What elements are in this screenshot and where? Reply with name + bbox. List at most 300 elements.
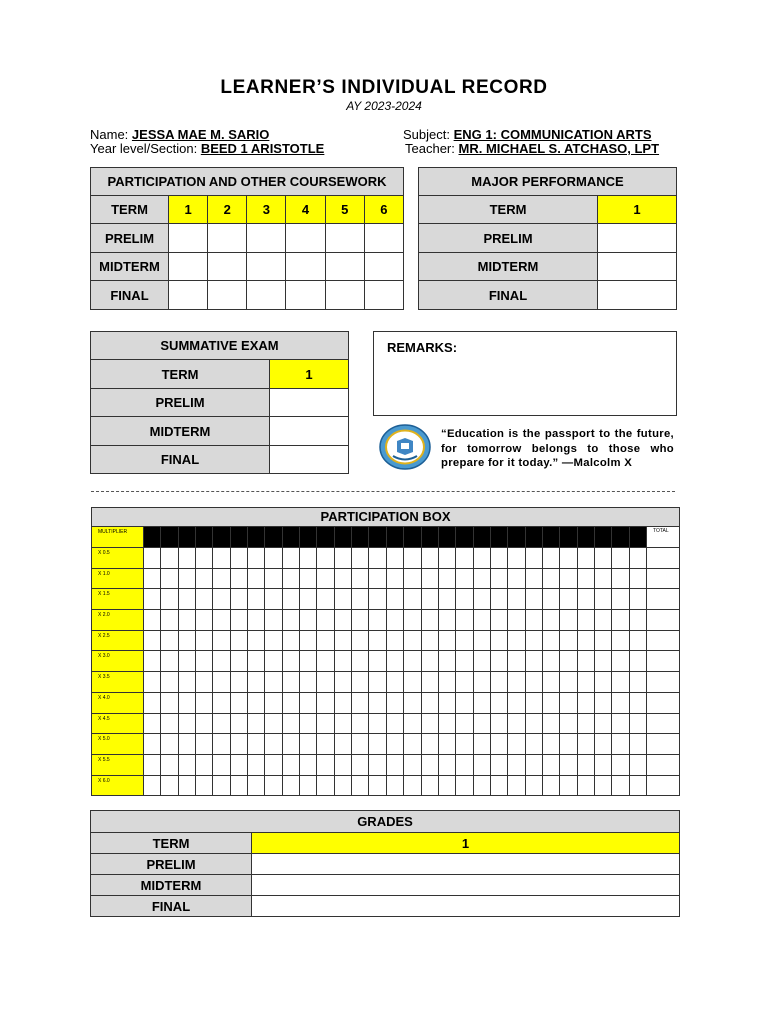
participation-cell[interactable]	[456, 692, 473, 713]
participation-cell[interactable]	[525, 610, 542, 631]
participation-cell[interactable]	[352, 754, 369, 775]
participation-cell[interactable]	[334, 672, 351, 693]
participation-cell[interactable]	[317, 589, 334, 610]
participation-cell[interactable]	[317, 713, 334, 734]
participation-cell[interactable]	[508, 651, 525, 672]
participation-cell[interactable]	[473, 734, 490, 755]
participation-cell[interactable]	[213, 775, 230, 796]
participation-cell[interactable]	[508, 568, 525, 589]
participation-cell[interactable]	[265, 713, 282, 734]
participation-cell[interactable]	[248, 775, 265, 796]
participation-cell[interactable]	[352, 734, 369, 755]
participation-cell[interactable]	[196, 589, 213, 610]
participation-cell[interactable]	[404, 713, 421, 734]
participation-cell[interactable]	[369, 734, 386, 755]
participation-cell[interactable]	[404, 610, 421, 631]
score-cell[interactable]	[598, 281, 677, 310]
participation-cell[interactable]	[560, 630, 577, 651]
participation-cell[interactable]	[577, 610, 594, 631]
participation-cell[interactable]	[490, 548, 507, 569]
participation-cell[interactable]	[473, 692, 490, 713]
participation-cell[interactable]	[317, 651, 334, 672]
total-cell[interactable]	[647, 589, 680, 610]
participation-cell[interactable]	[144, 713, 161, 734]
participation-cell[interactable]	[144, 589, 161, 610]
participation-cell[interactable]	[317, 568, 334, 589]
participation-cell[interactable]	[317, 734, 334, 755]
participation-cell[interactable]	[421, 630, 438, 651]
participation-cell[interactable]	[369, 568, 386, 589]
participation-cell[interactable]	[282, 568, 299, 589]
participation-cell[interactable]	[594, 651, 611, 672]
participation-cell[interactable]	[352, 548, 369, 569]
participation-cell[interactable]	[594, 692, 611, 713]
participation-cell[interactable]	[300, 692, 317, 713]
participation-cell[interactable]	[404, 672, 421, 693]
participation-cell[interactable]	[490, 610, 507, 631]
participation-cell[interactable]	[282, 775, 299, 796]
participation-cell[interactable]	[404, 651, 421, 672]
participation-cell[interactable]	[508, 610, 525, 631]
participation-cell[interactable]	[196, 775, 213, 796]
participation-cell[interactable]	[456, 713, 473, 734]
participation-cell[interactable]	[629, 672, 646, 693]
participation-cell[interactable]	[248, 568, 265, 589]
participation-cell[interactable]	[282, 630, 299, 651]
participation-cell[interactable]	[300, 589, 317, 610]
participation-cell[interactable]	[369, 589, 386, 610]
participation-cell[interactable]	[334, 568, 351, 589]
score-cell[interactable]	[598, 224, 677, 253]
participation-cell[interactable]	[404, 775, 421, 796]
participation-cell[interactable]	[213, 754, 230, 775]
participation-cell[interactable]	[265, 775, 282, 796]
participation-cell[interactable]	[352, 692, 369, 713]
participation-cell[interactable]	[213, 548, 230, 569]
participation-cell[interactable]	[612, 651, 629, 672]
score-cell[interactable]	[270, 446, 349, 474]
participation-cell[interactable]	[612, 734, 629, 755]
participation-cell[interactable]	[404, 589, 421, 610]
participation-cell[interactable]	[230, 775, 247, 796]
participation-cell[interactable]	[456, 610, 473, 631]
score-cell[interactable]	[364, 281, 403, 310]
participation-cell[interactable]	[248, 692, 265, 713]
participation-cell[interactable]	[421, 589, 438, 610]
participation-cell[interactable]	[542, 610, 559, 631]
participation-cell[interactable]	[594, 672, 611, 693]
participation-cell[interactable]	[213, 672, 230, 693]
participation-cell[interactable]	[542, 630, 559, 651]
participation-cell[interactable]	[594, 610, 611, 631]
participation-cell[interactable]	[525, 568, 542, 589]
participation-cell[interactable]	[248, 610, 265, 631]
participation-cell[interactable]	[317, 548, 334, 569]
participation-cell[interactable]	[161, 610, 178, 631]
score-cell[interactable]	[364, 253, 403, 281]
participation-cell[interactable]	[248, 672, 265, 693]
participation-cell[interactable]	[386, 713, 403, 734]
participation-cell[interactable]	[525, 651, 542, 672]
participation-cell[interactable]	[213, 692, 230, 713]
participation-cell[interactable]	[265, 692, 282, 713]
participation-cell[interactable]	[542, 713, 559, 734]
participation-cell[interactable]	[161, 589, 178, 610]
participation-cell[interactable]	[230, 610, 247, 631]
participation-cell[interactable]	[629, 775, 646, 796]
participation-cell[interactable]	[421, 775, 438, 796]
participation-cell[interactable]	[178, 610, 195, 631]
participation-cell[interactable]	[525, 713, 542, 734]
remarks-box[interactable]	[373, 331, 677, 416]
participation-cell[interactable]	[560, 589, 577, 610]
participation-cell[interactable]	[508, 713, 525, 734]
participation-cell[interactable]	[230, 692, 247, 713]
participation-cell[interactable]	[178, 692, 195, 713]
participation-cell[interactable]	[196, 610, 213, 631]
participation-cell[interactable]	[352, 589, 369, 610]
participation-cell[interactable]	[560, 610, 577, 631]
score-cell[interactable]	[169, 281, 208, 310]
participation-cell[interactable]	[386, 775, 403, 796]
participation-cell[interactable]	[438, 672, 455, 693]
participation-cell[interactable]	[456, 775, 473, 796]
participation-cell[interactable]	[282, 672, 299, 693]
participation-cell[interactable]	[248, 754, 265, 775]
participation-cell[interactable]	[369, 775, 386, 796]
participation-cell[interactable]	[334, 692, 351, 713]
participation-cell[interactable]	[386, 548, 403, 569]
participation-cell[interactable]	[144, 630, 161, 651]
participation-cell[interactable]	[473, 713, 490, 734]
participation-cell[interactable]	[334, 610, 351, 631]
participation-cell[interactable]	[230, 754, 247, 775]
participation-cell[interactable]	[577, 734, 594, 755]
participation-cell[interactable]	[369, 692, 386, 713]
participation-cell[interactable]	[629, 713, 646, 734]
participation-cell[interactable]	[404, 692, 421, 713]
participation-cell[interactable]	[144, 651, 161, 672]
participation-cell[interactable]	[560, 775, 577, 796]
participation-cell[interactable]	[178, 630, 195, 651]
total-cell[interactable]	[647, 775, 680, 796]
participation-cell[interactable]	[542, 568, 559, 589]
participation-cell[interactable]	[334, 548, 351, 569]
participation-cell[interactable]	[230, 734, 247, 755]
participation-cell[interactable]	[352, 568, 369, 589]
participation-cell[interactable]	[508, 630, 525, 651]
total-cell[interactable]	[647, 548, 680, 569]
participation-cell[interactable]	[300, 734, 317, 755]
participation-cell[interactable]	[542, 672, 559, 693]
participation-cell[interactable]	[282, 548, 299, 569]
participation-cell[interactable]	[300, 754, 317, 775]
participation-cell[interactable]	[421, 610, 438, 631]
participation-cell[interactable]	[456, 548, 473, 569]
participation-cell[interactable]	[421, 568, 438, 589]
participation-cell[interactable]	[178, 713, 195, 734]
participation-cell[interactable]	[161, 734, 178, 755]
participation-cell[interactable]	[456, 630, 473, 651]
score-cell[interactable]	[208, 224, 247, 253]
participation-cell[interactable]	[352, 610, 369, 631]
participation-cell[interactable]	[282, 713, 299, 734]
participation-cell[interactable]	[490, 672, 507, 693]
participation-cell[interactable]	[144, 548, 161, 569]
participation-cell[interactable]	[490, 651, 507, 672]
participation-cell[interactable]	[490, 713, 507, 734]
score-cell[interactable]	[208, 253, 247, 281]
participation-cell[interactable]	[577, 754, 594, 775]
score-cell[interactable]	[169, 224, 208, 253]
participation-cell[interactable]	[594, 713, 611, 734]
score-cell[interactable]	[270, 389, 349, 417]
grade-cell[interactable]	[252, 875, 680, 896]
participation-cell[interactable]	[248, 713, 265, 734]
participation-cell[interactable]	[386, 754, 403, 775]
participation-cell[interactable]	[213, 568, 230, 589]
participation-cell[interactable]	[404, 630, 421, 651]
participation-cell[interactable]	[612, 754, 629, 775]
participation-cell[interactable]	[612, 548, 629, 569]
participation-cell[interactable]	[178, 775, 195, 796]
participation-cell[interactable]	[369, 672, 386, 693]
participation-cell[interactable]	[421, 754, 438, 775]
participation-cell[interactable]	[265, 610, 282, 631]
participation-cell[interactable]	[282, 589, 299, 610]
participation-cell[interactable]	[196, 630, 213, 651]
participation-cell[interactable]	[369, 754, 386, 775]
participation-cell[interactable]	[317, 775, 334, 796]
score-cell[interactable]	[247, 281, 286, 310]
participation-cell[interactable]	[421, 548, 438, 569]
participation-cell[interactable]	[577, 692, 594, 713]
participation-cell[interactable]	[508, 775, 525, 796]
score-cell[interactable]	[270, 417, 349, 446]
participation-cell[interactable]	[161, 568, 178, 589]
participation-cell[interactable]	[490, 734, 507, 755]
participation-cell[interactable]	[196, 692, 213, 713]
participation-cell[interactable]	[421, 734, 438, 755]
participation-cell[interactable]	[525, 775, 542, 796]
participation-cell[interactable]	[213, 734, 230, 755]
participation-cell[interactable]	[334, 713, 351, 734]
participation-cell[interactable]	[473, 568, 490, 589]
participation-cell[interactable]	[161, 713, 178, 734]
total-cell[interactable]	[647, 630, 680, 651]
participation-cell[interactable]	[386, 630, 403, 651]
participation-cell[interactable]	[178, 754, 195, 775]
participation-cell[interactable]	[265, 589, 282, 610]
participation-cell[interactable]	[490, 775, 507, 796]
participation-cell[interactable]	[456, 568, 473, 589]
participation-cell[interactable]	[161, 651, 178, 672]
score-cell[interactable]	[169, 253, 208, 281]
participation-cell[interactable]	[265, 630, 282, 651]
participation-cell[interactable]	[265, 568, 282, 589]
participation-cell[interactable]	[525, 734, 542, 755]
participation-cell[interactable]	[213, 589, 230, 610]
participation-cell[interactable]	[300, 610, 317, 631]
participation-cell[interactable]	[629, 630, 646, 651]
participation-cell[interactable]	[300, 568, 317, 589]
participation-cell[interactable]	[525, 692, 542, 713]
participation-cell[interactable]	[196, 672, 213, 693]
participation-cell[interactable]	[490, 589, 507, 610]
participation-cell[interactable]	[282, 651, 299, 672]
participation-cell[interactable]	[230, 713, 247, 734]
participation-cell[interactable]	[490, 692, 507, 713]
participation-cell[interactable]	[282, 734, 299, 755]
participation-cell[interactable]	[196, 651, 213, 672]
participation-cell[interactable]	[386, 610, 403, 631]
total-cell[interactable]	[647, 713, 680, 734]
participation-cell[interactable]	[508, 672, 525, 693]
participation-cell[interactable]	[542, 754, 559, 775]
participation-cell[interactable]	[525, 630, 542, 651]
participation-cell[interactable]	[473, 610, 490, 631]
participation-cell[interactable]	[473, 589, 490, 610]
participation-cell[interactable]	[213, 610, 230, 631]
score-cell[interactable]	[247, 253, 286, 281]
participation-cell[interactable]	[438, 630, 455, 651]
participation-cell[interactable]	[248, 651, 265, 672]
participation-cell[interactable]	[577, 630, 594, 651]
participation-cell[interactable]	[230, 651, 247, 672]
participation-cell[interactable]	[352, 672, 369, 693]
participation-cell[interactable]	[196, 713, 213, 734]
participation-cell[interactable]	[629, 610, 646, 631]
participation-cell[interactable]	[161, 630, 178, 651]
participation-cell[interactable]	[144, 775, 161, 796]
participation-cell[interactable]	[404, 548, 421, 569]
grade-cell[interactable]	[252, 896, 680, 917]
participation-cell[interactable]	[265, 754, 282, 775]
participation-cell[interactable]	[352, 630, 369, 651]
participation-cell[interactable]	[300, 651, 317, 672]
participation-cell[interactable]	[178, 734, 195, 755]
participation-cell[interactable]	[560, 713, 577, 734]
participation-cell[interactable]	[178, 651, 195, 672]
participation-cell[interactable]	[265, 734, 282, 755]
participation-cell[interactable]	[508, 734, 525, 755]
participation-cell[interactable]	[525, 754, 542, 775]
participation-cell[interactable]	[438, 651, 455, 672]
participation-cell[interactable]	[525, 672, 542, 693]
participation-cell[interactable]	[508, 548, 525, 569]
participation-cell[interactable]	[438, 568, 455, 589]
participation-cell[interactable]	[386, 692, 403, 713]
participation-cell[interactable]	[594, 589, 611, 610]
participation-cell[interactable]	[473, 651, 490, 672]
participation-cell[interactable]	[473, 672, 490, 693]
participation-cell[interactable]	[317, 630, 334, 651]
participation-cell[interactable]	[161, 672, 178, 693]
participation-cell[interactable]	[282, 610, 299, 631]
participation-cell[interactable]	[456, 754, 473, 775]
participation-cell[interactable]	[542, 734, 559, 755]
participation-cell[interactable]	[196, 568, 213, 589]
participation-cell[interactable]	[404, 754, 421, 775]
participation-cell[interactable]	[438, 734, 455, 755]
score-cell[interactable]	[598, 253, 677, 281]
participation-cell[interactable]	[490, 754, 507, 775]
participation-cell[interactable]	[230, 548, 247, 569]
participation-cell[interactable]	[317, 754, 334, 775]
participation-cell[interactable]	[560, 672, 577, 693]
participation-cell[interactable]	[178, 672, 195, 693]
participation-cell[interactable]	[560, 568, 577, 589]
participation-cell[interactable]	[386, 672, 403, 693]
participation-cell[interactable]	[473, 754, 490, 775]
participation-cell[interactable]	[525, 589, 542, 610]
participation-cell[interactable]	[369, 713, 386, 734]
participation-cell[interactable]	[369, 651, 386, 672]
participation-cell[interactable]	[178, 589, 195, 610]
participation-cell[interactable]	[178, 548, 195, 569]
participation-cell[interactable]	[144, 692, 161, 713]
participation-cell[interactable]	[161, 548, 178, 569]
participation-cell[interactable]	[300, 713, 317, 734]
participation-cell[interactable]	[196, 548, 213, 569]
participation-cell[interactable]	[612, 692, 629, 713]
participation-cell[interactable]	[438, 548, 455, 569]
participation-cell[interactable]	[525, 548, 542, 569]
participation-cell[interactable]	[508, 692, 525, 713]
participation-cell[interactable]	[334, 630, 351, 651]
participation-cell[interactable]	[594, 548, 611, 569]
participation-cell[interactable]	[230, 672, 247, 693]
participation-cell[interactable]	[473, 630, 490, 651]
participation-cell[interactable]	[508, 589, 525, 610]
participation-cell[interactable]	[213, 630, 230, 651]
score-cell[interactable]	[325, 253, 364, 281]
participation-cell[interactable]	[542, 548, 559, 569]
participation-cell[interactable]	[369, 548, 386, 569]
participation-cell[interactable]	[334, 589, 351, 610]
participation-cell[interactable]	[265, 672, 282, 693]
participation-cell[interactable]	[282, 754, 299, 775]
participation-cell[interactable]	[577, 548, 594, 569]
participation-cell[interactable]	[560, 734, 577, 755]
score-cell[interactable]	[208, 281, 247, 310]
participation-cell[interactable]	[248, 589, 265, 610]
participation-cell[interactable]	[490, 630, 507, 651]
participation-cell[interactable]	[542, 692, 559, 713]
participation-cell[interactable]	[421, 651, 438, 672]
score-cell[interactable]	[247, 224, 286, 253]
participation-cell[interactable]	[421, 692, 438, 713]
participation-cell[interactable]	[456, 672, 473, 693]
score-cell[interactable]	[364, 224, 403, 253]
participation-cell[interactable]	[178, 568, 195, 589]
participation-cell[interactable]	[612, 672, 629, 693]
participation-cell[interactable]	[282, 692, 299, 713]
participation-cell[interactable]	[317, 672, 334, 693]
participation-cell[interactable]	[560, 548, 577, 569]
grade-cell[interactable]	[252, 854, 680, 875]
participation-cell[interactable]	[421, 672, 438, 693]
participation-cell[interactable]	[334, 775, 351, 796]
score-cell[interactable]	[286, 224, 325, 253]
participation-cell[interactable]	[490, 568, 507, 589]
participation-cell[interactable]	[334, 651, 351, 672]
total-cell[interactable]	[647, 568, 680, 589]
total-cell[interactable]	[647, 734, 680, 755]
participation-cell[interactable]	[612, 775, 629, 796]
participation-cell[interactable]	[144, 568, 161, 589]
participation-cell[interactable]	[542, 589, 559, 610]
